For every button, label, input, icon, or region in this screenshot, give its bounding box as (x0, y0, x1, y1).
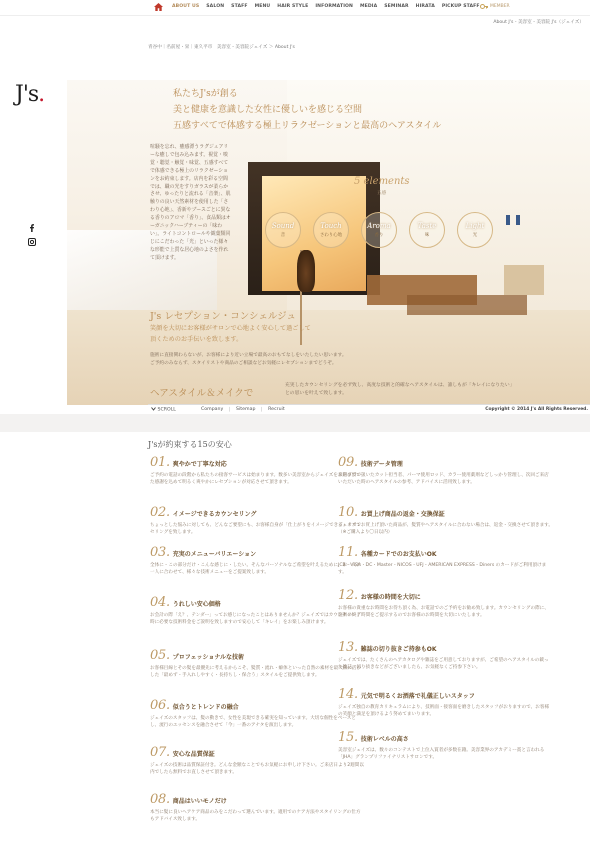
promise-title: お客様の時間を大切に (360, 594, 421, 601)
hero-picture-frame (516, 215, 520, 225)
scroll-button[interactable] (151, 407, 176, 413)
promise-text: お客様の貴重なお時間をお待ち頂く為、お電話でのご予約をお勧め致します。カウンセリングの際に、施術の終了時間をご提示するのでお客様のお時間を大切にいたします。 (338, 606, 549, 619)
promise-number: 14. (338, 687, 358, 702)
promise-item (338, 730, 553, 761)
promises-title: J'sが約束する15の安心 (148, 440, 232, 449)
promise-text: ジェイズの技術は品質保証付き。どんな金額なことでもお気軽にお申しけ下さい。ご来店日より2週間以内でしたら無料でお直しさせて頂きます。 (150, 763, 364, 776)
promise-text: ジェイズ独自の教育カリキュラムにより、技術面・接客面を磨きしたスタッフがおりますので、お客様の笑顔と満足を頂けるよう努めてまいります。 (338, 705, 550, 718)
page-subtitle: About J's - 美容室・美容院 J's（ジェイズ） (493, 20, 584, 25)
element-sound-jp: 音 (280, 233, 286, 238)
home-icon[interactable] (154, 3, 163, 11)
logo-dot: . (38, 82, 45, 107)
promise-item (150, 698, 365, 729)
element-light-en: Light (465, 222, 485, 230)
promise-text: 全体に・この部分だけ・こんな感じに・したい。そんなパーソナルなご希望を叶えるために、お一人お一人に合わせて、様々な技術メニューをご提案致します。 (150, 563, 361, 576)
site-logo[interactable] (15, 82, 44, 107)
hero-body-text: 喧騒を忘れ、癒感漂うラグジュアリーな癒しで包み込みます。視覚・嗅覚・聴覚・触覚・味覚、五感すべてで体感できる極上のリラクゼーションをお約束します。店内を彩る空間では、職の光をすりガラスが柔らかさせ、ゆったりと流れる「音楽」、肌触りの良い天然素材を使用した「さわり心地」、香新やブースごとに異なる香りのアロマ「香り」、食品類はオーガニックハーブティーの「味わい」。ライトコントロールや観葉類同じにこだわった「光」といった様々な形能で上質な居心地のよさを作れて頂けます。 (150, 144, 231, 261)
promise-text: ご予約の電話の段階から私たちの接客サービスは始まります。数多い美容室からジェイズをお選び頂いた感謝を込めて明るく爽やかにレセプションが対応させて頂きます。 (150, 473, 361, 486)
hero-vase (297, 250, 315, 292)
hairstyle-body: 充実したカウンセリングを必ず致し、高度な技術と的確なヘアスタイルは、誰しもが「キレイになりたい」との思いを叶えて致します。 (285, 383, 515, 396)
promise-title: うれしい安心価格 (172, 601, 221, 608)
promise-number: 06. (150, 698, 170, 713)
nav-items (172, 4, 480, 9)
nav-item-hirata[interactable]: HIRATA (415, 4, 435, 9)
promise-number: 12. (338, 588, 358, 603)
promise-item (150, 745, 365, 776)
chevron-down-icon (151, 407, 156, 411)
promise-text: 美容室ジェイズは、数々のコンテストで上位入賞者が多数在籍。美容業界のアカデミー賞と言われる「JHA」グランプリファイナリストサロンです。 (338, 748, 545, 761)
promise-item (338, 505, 553, 536)
hero-line-1: 私たちJ'sが創る (173, 89, 238, 99)
footer-link-recruit[interactable]: Recruit (268, 407, 285, 412)
promise-title: 似合うとトレンドの融合 (172, 704, 239, 711)
copyright: Copyright © 2014 J's All Rights Reserved. (485, 407, 588, 412)
reception-body-1: 施術に直接関わらないが、お客様により近い立場で最高のおもてなしをいたしたい思います。 (150, 353, 347, 358)
promise-title: 商品はいいモノだけ (172, 798, 227, 805)
reception-body-2: ご予約のみならず、スタイリストや商品のご相談などお気軽にレセプションまでどうぞ。 (150, 361, 337, 366)
reception-lead-2: 頂くためのお手伝いを致します。 (150, 336, 243, 343)
promise-item (150, 648, 365, 679)
top-navigation (0, 0, 590, 16)
promise-text: ジェイズのスタッフは、髪の動きで、女性を美現できる確実を知っています。大切な個性をベースとし、流行のエッセンスを融合させて「今」一番のアナタを演出します。 (150, 716, 356, 729)
promise-text: ちょっとした悩みに対しても、どんなご要望にも、お客様自身が「仕上がりをイメージできる」カウンセリングを致します。 (150, 523, 362, 536)
element-sound (265, 212, 301, 248)
element-aroma (361, 212, 397, 248)
logo-letter: J (15, 82, 23, 107)
element-taste-en: Taste (417, 222, 437, 230)
element-light-jp: 光 (472, 233, 478, 238)
nav-item-media[interactable]: MEDIA (359, 4, 378, 9)
promise-text: 本当に髪に良いヘアケア商品のみをこだわって選んでいます。適用でのケア方法やスタイリングの仕方もアドバイス致します。 (150, 810, 361, 823)
promise-title: 安心な品質保証 (172, 751, 215, 758)
nav-item-pickup-staff[interactable]: PICKUP STAFF (441, 4, 480, 9)
promise-item (150, 595, 365, 626)
promise-number: 01. (150, 455, 170, 470)
footer-link-sitemap[interactable]: Sitemap (236, 407, 256, 412)
hero-line-3: 五感すべてで体感する極上リラクゼーションと最高のヘアスタイル (173, 121, 442, 131)
promise-title: 充実のメニューバリエーション (172, 551, 257, 558)
scroll-label: SCROLL (157, 407, 176, 413)
promise-item (150, 455, 365, 486)
promise-text: ジェイズでお買上げ頂いた商品が、髪質やヘアスタイルに合わない場合は、返金・交換させて頂きます。（※ご購入より〇日以内） (338, 523, 553, 536)
footer-link-company[interactable]: Company (201, 407, 224, 412)
nav-item-about-us[interactable]: ABOUT US (172, 4, 200, 9)
promise-number: 13. (338, 640, 358, 655)
element-taste (409, 212, 445, 248)
hero-picture-frame (506, 215, 510, 225)
promise-number: 03. (150, 545, 170, 560)
nav-item-hair-style[interactable]: HAIR STYLE (277, 4, 309, 9)
promise-item (150, 505, 365, 536)
promise-item (338, 455, 553, 486)
promise-text: お客様目線とその髪を最優先に考えるからこそ、髪質・流れ・癖体といった自然の素材を最大限に活かした「最めず・手入れしやすく・長持ちし・保合う」スタイルをご提供致します。 (150, 666, 362, 679)
element-taste-jp: 味 (424, 233, 430, 238)
nav-item-staff[interactable]: STAFF (231, 4, 248, 9)
promise-title: 元気で明るくお洒落で礼儀正しいスタッフ (360, 693, 475, 700)
facebook-icon[interactable] (28, 224, 36, 232)
promise-number: 04. (150, 595, 170, 610)
promise-text: JCB・VISA・DC・Master・NICOS・UFJ・AMERICAN EXPRESS・Diners のカードがご利用頂けます。 (338, 563, 547, 576)
footer-separator: ｜ (227, 408, 233, 413)
footer-links (201, 407, 285, 413)
promise-text: 来日までで扱いたカット担当者、パーマ使用ロッド、カラー使用薬剤などしっかり管理し、次回ご来店いただいた時のヘアスタイルの参考、アドバイスに活用致します。 (338, 473, 549, 486)
nav-item-information[interactable]: INFORMATION (315, 4, 353, 9)
promise-number: 07. (150, 745, 170, 760)
promise-item (338, 588, 553, 619)
divider (148, 404, 590, 405)
promise-title: 雑誌の切り抜きご持参もOK (360, 646, 437, 653)
promise-item (150, 792, 365, 823)
promise-number: 08. (150, 792, 170, 807)
promise-item (338, 545, 553, 576)
promise-title: 爽やかで丁寧な対応 (172, 461, 227, 468)
promise-title: 技術レベルの高さ (360, 736, 409, 743)
promise-title: プロフェッショナルな技術 (172, 654, 245, 661)
promise-title: お買上げ商品の返金・交換保証 (360, 511, 445, 518)
promise-text: お会計の際「え？、テンダー」ってお感じになったことはありませんか？ジェイズではカウンセリング時に必要な技術料金をご説明を致しますので安心して「キレイ」をお楽しみ頂けます。 (150, 613, 361, 626)
elements-title: 5 elements (354, 176, 410, 187)
promise-title: イメージできるカウンセリング (172, 511, 257, 518)
element-touch (313, 212, 349, 248)
breadcrumb: 青谷中｜名前屋・栄｜東久平市 美容室・美容院ジェイズ ＞ About J's (148, 45, 295, 50)
nav-item-seminar[interactable]: SEMINAR (384, 4, 409, 9)
promise-title: 技術データ管理 (360, 461, 403, 468)
promise-text: ジェイズでは、たくさんのヘアカタログや雑誌をご用意しておりますが、ご希望のヘアスタイルの載った雑誌、切り抜きなどがございましたら、お気軽なくご持参下さい。 (338, 658, 549, 671)
hero-table (407, 295, 527, 315)
promise-number: 15. (338, 730, 358, 745)
hero-shelf (504, 265, 544, 295)
promise-title: 各種カードでのお支払いOK (360, 551, 437, 558)
footer-separator: ｜ (259, 408, 265, 413)
promise-number: 11. (338, 545, 358, 560)
section-stripe (0, 414, 590, 432)
hairstyle-title: ヘアスタイル＆メイクで (150, 388, 254, 399)
promise-number: 02. (150, 505, 170, 520)
promise-item (338, 640, 553, 671)
promise-number: 10. (338, 505, 358, 520)
element-light (457, 212, 493, 248)
hero-line-2: 美と健康を意識した女性に優しいを感じる空間 (173, 105, 363, 115)
element-sound-en: Sound (271, 222, 295, 230)
member-label: MEMBER (490, 4, 510, 9)
reception-lead-1: 笑顔を大切にお客様がサロンで心地よく安心して過ごして (150, 325, 311, 332)
promise-item (150, 545, 365, 576)
promise-number: 09. (338, 455, 358, 470)
promise-number: 05. (150, 648, 170, 663)
key-icon (480, 3, 488, 10)
element-aroma-en: Aroma (367, 222, 391, 230)
promise-item (338, 687, 553, 718)
element-touch-jp: さわり心地 (320, 233, 342, 238)
elements-subtitle: 五感 (377, 191, 387, 196)
element-aroma-jp: 香り (374, 233, 384, 238)
instagram-icon[interactable] (28, 238, 36, 246)
member-link[interactable] (480, 3, 510, 10)
nav-item-salon[interactable]: SALON (206, 4, 225, 9)
logo-mark: 's (22, 82, 39, 107)
reception-title: J's レセプション・コンシェルジュ (150, 311, 296, 322)
element-touch-en: Touch (320, 222, 342, 230)
nav-item-menu[interactable]: MENU (254, 4, 271, 9)
